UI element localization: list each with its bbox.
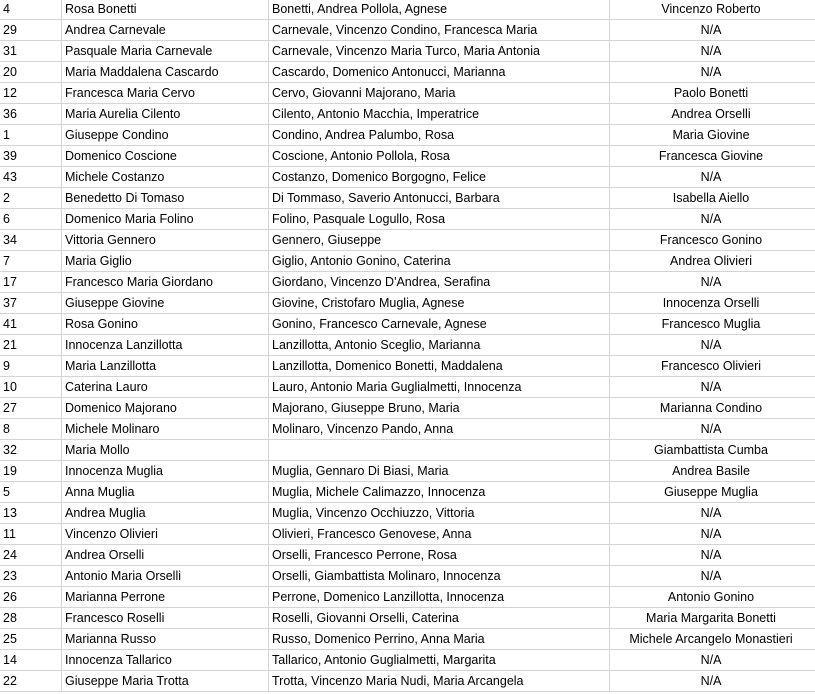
table-row [0, 608, 815, 629]
cell-name[interactable]: Maria Mollo [62, 440, 269, 461]
cell-name[interactable]: Domenico Maria Folino [62, 209, 269, 230]
cell-spouse[interactable]: Maria Giovine [610, 125, 813, 146]
table-row [0, 440, 815, 461]
cell-number[interactable]: 25 [0, 629, 62, 650]
cell-name[interactable]: Francesco Maria Giordano [62, 272, 269, 293]
cell-name[interactable]: Rosa Gonino [62, 314, 269, 335]
cell-name[interactable]: Giuseppe Maria Trotta [62, 671, 269, 692]
cell-number[interactable]: 5 [0, 482, 62, 503]
cell-parents[interactable]: Carnevale, Vincenzo Condino, Francesca Maria [269, 20, 610, 41]
cell-number[interactable]: 29 [0, 20, 62, 41]
cell-parents[interactable]: Muglia, Vincenzo Occhiuzzo, Vittoria [269, 503, 610, 524]
table-row [0, 272, 815, 293]
table-row [0, 524, 815, 545]
table-row [0, 251, 815, 272]
table-row [0, 209, 815, 230]
cell-number[interactable]: 13 [0, 503, 62, 524]
cell-spouse[interactable]: N/A [610, 20, 813, 41]
cell-spouse[interactable]: Giambattista Cumba [610, 440, 813, 461]
cell-parents[interactable]: Lanzillotta, Antonio Sceglio, Marianna [269, 335, 610, 356]
cell-name[interactable]: Maria Aurelia Cilento [62, 104, 269, 125]
cell-parents[interactable]: Lauro, Antonio Maria Guglialmetti, Innocenza [269, 377, 610, 398]
cell-parents[interactable]: Giovine, Cristofaro Muglia, Agnese [269, 293, 610, 314]
table-row [0, 650, 815, 671]
table-row [0, 419, 815, 440]
cell-spouse[interactable]: N/A [610, 419, 813, 440]
cell-name[interactable]: Andrea Carnevale [62, 20, 269, 41]
cell-parents[interactable]: Coscione, Antonio Pollola, Rosa [269, 146, 610, 167]
cell-parents[interactable]: Di Tommaso, Saverio Antonucci, Barbara [269, 188, 610, 209]
cell-spouse[interactable]: N/A [610, 377, 813, 398]
cell-number[interactable]: 7 [0, 251, 62, 272]
table-row [0, 377, 815, 398]
cell-number[interactable]: 41 [0, 314, 62, 335]
table-row [0, 671, 815, 692]
cell-parents[interactable]: Roselli, Giovanni Orselli, Caterina [269, 608, 610, 629]
table-row [0, 188, 815, 209]
table-row [0, 20, 815, 41]
cell-spouse[interactable]: Maria Margarita Bonetti [610, 608, 813, 629]
cell-name[interactable]: Pasquale Maria Carnevale [62, 41, 269, 62]
cell-name[interactable]: Francesca Maria Cervo [62, 83, 269, 104]
cell-number[interactable]: 19 [0, 461, 62, 482]
cell-number[interactable]: 31 [0, 41, 62, 62]
cell-spouse[interactable]: Francesca Giovine [610, 146, 813, 167]
cell-number[interactable]: 26 [0, 587, 62, 608]
cell-parents[interactable]: Carnevale, Vincenzo Maria Turco, Maria Antonia [269, 41, 610, 62]
table-row [0, 587, 815, 608]
cell-parents[interactable]: Muglia, Michele Calimazzo, Innocenza [269, 482, 610, 503]
cell-parents[interactable]: Folino, Pasquale Logullo, Rosa [269, 209, 610, 230]
cell-spouse[interactable]: N/A [610, 41, 813, 62]
cell-parents[interactable]: Cascardo, Domenico Antonucci, Marianna [269, 62, 610, 83]
cell-spouse[interactable]: N/A [610, 62, 813, 83]
cell-spouse[interactable]: Francesco Gonino [610, 230, 813, 251]
cell-name[interactable]: Maria Maddalena Cascardo [62, 62, 269, 83]
cell-name[interactable]: Francesco Roselli [62, 608, 269, 629]
cell-name[interactable]: Maria Lanzillotta [62, 356, 269, 377]
cell-spouse[interactable]: N/A [610, 545, 813, 566]
cell-number[interactable]: 28 [0, 608, 62, 629]
cell-spouse[interactable]: Andrea Basile [610, 461, 813, 482]
cell-parents[interactable]: Olivieri, Francesco Genovese, Anna [269, 524, 610, 545]
cell-parents[interactable]: Tallarico, Antonio Guglialmetti, Margarita [269, 650, 610, 671]
cell-parents[interactable]: Orselli, Francesco Perrone, Rosa [269, 545, 610, 566]
cell-number[interactable]: 12 [0, 83, 62, 104]
table-row [0, 83, 815, 104]
cell-parents[interactable]: Gonino, Francesco Carnevale, Agnese [269, 314, 610, 335]
cell-spouse[interactable]: Paolo Bonetti [610, 83, 813, 104]
table-row [0, 41, 815, 62]
cell-name[interactable]: Benedetto Di Tomaso [62, 188, 269, 209]
cell-spouse[interactable]: Innocenza Orselli [610, 293, 813, 314]
cell-number[interactable]: 34 [0, 230, 62, 251]
cell-parents[interactable]: Trotta, Vincenzo Maria Nudi, Maria Arcangela [269, 671, 610, 692]
cell-number[interactable]: 6 [0, 209, 62, 230]
cell-number[interactable]: 36 [0, 104, 62, 125]
cell-spouse[interactable]: Francesco Olivieri [610, 356, 813, 377]
cell-number[interactable]: 9 [0, 356, 62, 377]
table-row [0, 293, 815, 314]
cell-name[interactable]: Antonio Maria Orselli [62, 566, 269, 587]
table-row [0, 0, 815, 20]
cell-parents[interactable] [269, 440, 610, 461]
table-row [0, 482, 815, 503]
cell-spouse[interactable]: Antonio Gonino [610, 587, 813, 608]
table-row [0, 62, 815, 83]
table-row [0, 104, 815, 125]
cell-name[interactable]: Andrea Orselli [62, 545, 269, 566]
cell-name[interactable]: Anna Muglia [62, 482, 269, 503]
cell-parents[interactable]: Costanzo, Domenico Borgogno, Felice [269, 167, 610, 188]
cell-spouse[interactable]: Francesco Muglia [610, 314, 813, 335]
cell-name[interactable]: Marianna Russo [62, 629, 269, 650]
table-row [0, 503, 815, 524]
cell-spouse[interactable]: Isabella Aiello [610, 188, 813, 209]
cell-spouse[interactable]: N/A [610, 335, 813, 356]
table-row [0, 629, 815, 650]
table-row [0, 398, 815, 419]
cell-number[interactable]: 14 [0, 650, 62, 671]
cell-number[interactable]: 20 [0, 62, 62, 83]
cell-name[interactable]: Marianna Perrone [62, 587, 269, 608]
cell-parents[interactable]: Perrone, Domenico Lanzillotta, Innocenza [269, 587, 610, 608]
table-row [0, 566, 815, 587]
cell-parents[interactable]: Cilento, Antonio Macchia, Imperatrice [269, 104, 610, 125]
cell-parents[interactable]: Molinaro, Vincenzo Pando, Anna [269, 419, 610, 440]
cell-spouse[interactable]: Vincenzo Roberto [610, 0, 813, 20]
cell-number[interactable]: 37 [0, 293, 62, 314]
cell-name[interactable]: Vincenzo Olivieri [62, 524, 269, 545]
cell-parents[interactable]: Giordano, Vincenzo D'Andrea, Serafina [269, 272, 610, 293]
cell-parents[interactable]: Lanzillotta, Domenico Bonetti, Maddalena [269, 356, 610, 377]
cell-name[interactable]: Giuseppe Giovine [62, 293, 269, 314]
cell-spouse[interactable]: Andrea Orselli [610, 104, 813, 125]
table-row [0, 125, 815, 146]
cell-number[interactable]: 43 [0, 167, 62, 188]
cell-name[interactable]: Domenico Coscione [62, 146, 269, 167]
cell-parents[interactable]: Russo, Domenico Perrino, Anna Maria [269, 629, 610, 650]
cell-name[interactable]: Innocenza Muglia [62, 461, 269, 482]
cell-name[interactable]: Caterina Lauro [62, 377, 269, 398]
table-row [0, 545, 815, 566]
cell-parents[interactable]: Muglia, Gennaro Di Biasi, Maria [269, 461, 610, 482]
table-row [0, 314, 815, 335]
table-row [0, 356, 815, 377]
cell-spouse[interactable]: Marianna Condino [610, 398, 813, 419]
cell-name[interactable]: Rosa Bonetti [62, 0, 269, 20]
cell-parents[interactable]: Bonetti, Andrea Pollola, Agnese [269, 0, 610, 20]
cell-number[interactable]: 21 [0, 335, 62, 356]
table-row [0, 230, 815, 251]
cell-parents[interactable]: Giglio, Antonio Gonino, Caterina [269, 251, 610, 272]
cell-parents[interactable]: Gennero, Giuseppe [269, 230, 610, 251]
cell-number[interactable]: 39 [0, 146, 62, 167]
cell-spouse[interactable]: N/A [610, 272, 813, 293]
cell-spouse[interactable]: N/A [610, 650, 813, 671]
cell-spouse[interactable]: N/A [610, 167, 813, 188]
cell-name[interactable]: Innocenza Lanzillotta [62, 335, 269, 356]
table-row [0, 146, 815, 167]
cell-spouse[interactable]: N/A [610, 503, 813, 524]
cell-spouse[interactable]: N/A [610, 209, 813, 230]
table-row [0, 461, 815, 482]
cell-number[interactable]: 22 [0, 671, 62, 692]
cell-number[interactable]: 24 [0, 545, 62, 566]
cell-name[interactable]: Vittoria Gennero [62, 230, 269, 251]
cell-number[interactable]: 8 [0, 419, 62, 440]
cell-number[interactable]: 4 [0, 0, 62, 20]
cell-parents[interactable]: Orselli, Giambattista Molinaro, Innocenza [269, 566, 610, 587]
cell-spouse[interactable]: Andrea Olivieri [610, 251, 813, 272]
cell-spouse[interactable]: N/A [610, 566, 813, 587]
cell-number[interactable]: 32 [0, 440, 62, 461]
cell-name[interactable]: Maria Giglio [62, 251, 269, 272]
cell-name[interactable]: Giuseppe Condino [62, 125, 269, 146]
cell-name[interactable]: Domenico Majorano [62, 398, 269, 419]
cell-number[interactable]: 23 [0, 566, 62, 587]
cell-number[interactable]: 11 [0, 524, 62, 545]
cell-number[interactable]: 2 [0, 188, 62, 209]
cell-spouse[interactable]: Giuseppe Muglia [610, 482, 813, 503]
cell-parents[interactable]: Condino, Andrea Palumbo, Rosa [269, 125, 610, 146]
cell-number[interactable]: 17 [0, 272, 62, 293]
cell-name[interactable]: Michele Molinaro [62, 419, 269, 440]
cell-spouse[interactable]: N/A [610, 524, 813, 545]
cell-number[interactable]: 1 [0, 125, 62, 146]
table-row [0, 167, 815, 188]
cell-spouse[interactable]: N/A [610, 671, 813, 692]
cell-name[interactable]: Andrea Muglia [62, 503, 269, 524]
cell-spouse[interactable]: Michele Arcangelo Monastieri [610, 629, 813, 650]
cell-number[interactable]: 27 [0, 398, 62, 419]
cell-name[interactable]: Michele Costanzo [62, 167, 269, 188]
cell-parents[interactable]: Majorano, Giuseppe Bruno, Maria [269, 398, 610, 419]
cell-parents[interactable]: Cervo, Giovanni Majorano, Maria [269, 83, 610, 104]
cell-number[interactable]: 10 [0, 377, 62, 398]
cell-name[interactable]: Innocenza Tallarico [62, 650, 269, 671]
table-row [0, 335, 815, 356]
